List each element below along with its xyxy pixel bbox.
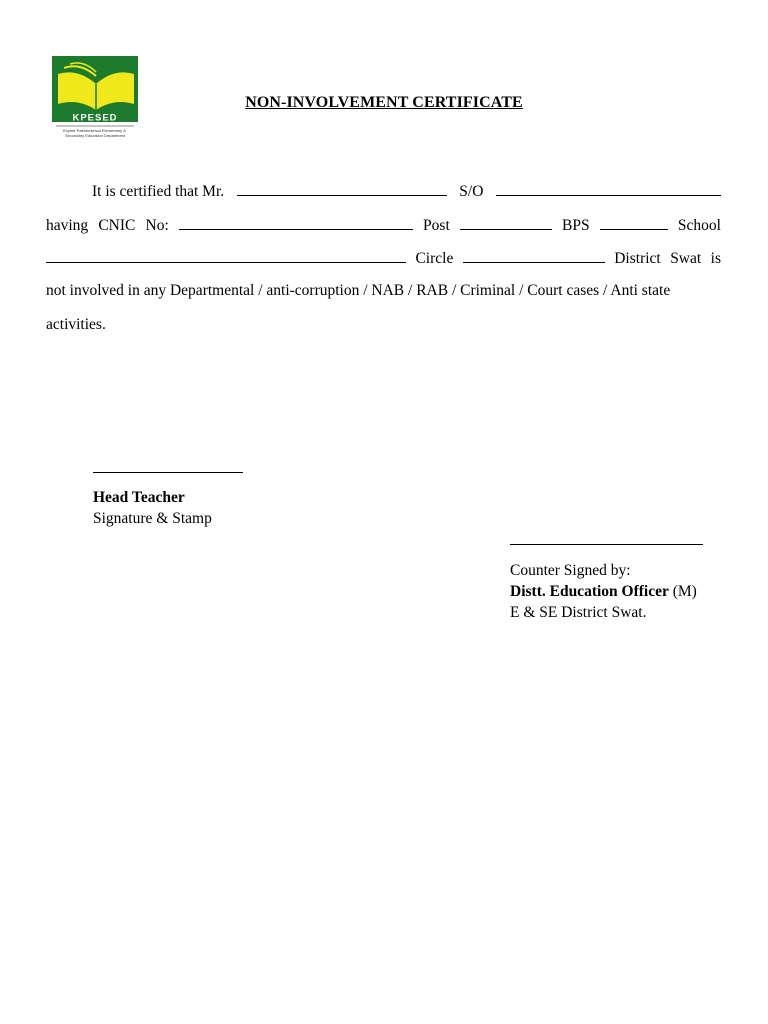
circle-text: Circle	[415, 250, 454, 267]
so-text: S/O	[459, 183, 484, 200]
body-line-3	[46, 250, 721, 268]
bps-blank	[600, 217, 668, 230]
bps-text: BPS	[562, 217, 590, 234]
cnic-text: CNIC	[98, 217, 136, 234]
cnic-blank	[179, 217, 413, 230]
body-line-2	[46, 217, 721, 235]
body-line-4: not involved in any Departmental / anti-corruption / NAB / RAB / Criminal / Court cases / Anti state	[46, 282, 671, 299]
officer-title-suffix: (M)	[668, 583, 697, 600]
post-blank	[460, 217, 552, 230]
logo-subtitle: Khyber Pakhtunkhwa Elementary & Secondary Education Department	[62, 128, 126, 138]
officer-title	[510, 583, 697, 601]
officer-title-bold: Distt. Education Officer	[510, 583, 669, 600]
school-text: School	[677, 217, 721, 234]
is-text: is	[710, 250, 721, 267]
body-line-5: activities.	[46, 316, 106, 333]
counter-signed-label: Counter Signed by:	[510, 562, 631, 579]
father-name-blank	[496, 183, 721, 196]
name-blank	[237, 183, 447, 196]
circle-blank	[463, 250, 605, 263]
officer-office: E & SE District Swat.	[510, 604, 647, 621]
head-teacher-subtitle: Signature & Stamp	[93, 510, 212, 527]
logo-text: KPESED	[72, 112, 118, 124]
school-blank	[46, 250, 406, 263]
district-text: District	[614, 250, 661, 267]
head-teacher-title: Head Teacher	[93, 489, 185, 506]
post-text: Post	[423, 217, 450, 234]
certified-text: It is certified that Mr.	[92, 183, 225, 200]
counter-signature-line	[510, 544, 703, 545]
head-teacher-signature-line	[93, 472, 243, 473]
body-line-1	[46, 183, 721, 201]
certificate-title: NON-INVOLVEMENT CERTIFICATE	[245, 94, 523, 111]
swat-text: Swat	[670, 250, 702, 267]
no-text: No:	[145, 217, 169, 234]
having-text: having	[46, 217, 89, 234]
